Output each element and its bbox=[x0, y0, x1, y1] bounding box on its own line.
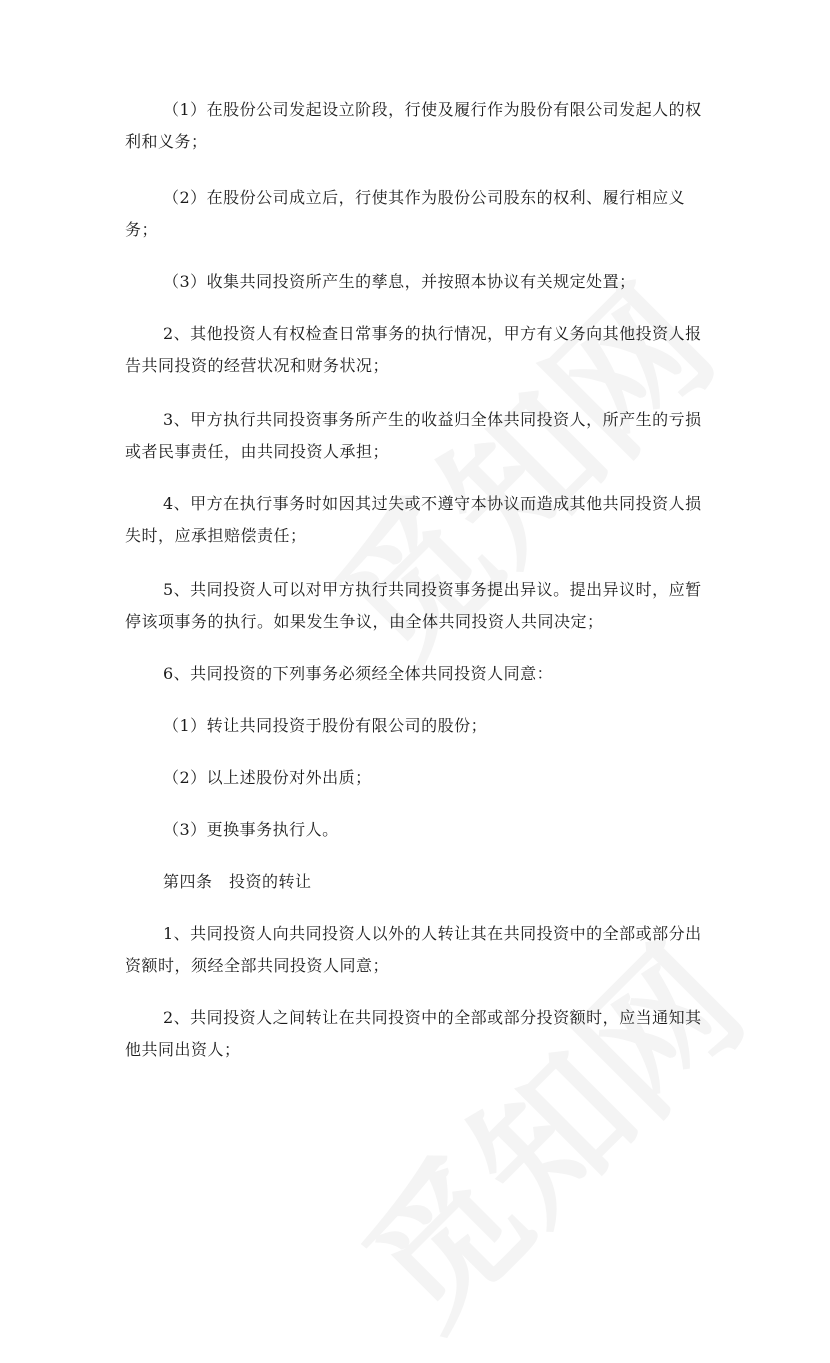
paragraph-clause-6-3: （3）更换事务执行人。 bbox=[163, 820, 339, 839]
paragraph-clause-6-2: （2）以上述股份对外出质； bbox=[163, 768, 372, 787]
paragraph-clause-1-1: （1）在股份公司发起设立阶段，行使及履行作为股份有限公司发起人的权利和义务； bbox=[125, 100, 702, 151]
paragraph-clause-1-2: （2）在股份公司成立后，行使其作为股份公司股东的权利、履行相应义务； bbox=[125, 188, 686, 239]
paragraph-clause-3: 3、甲方执行共同投资事务所产生的收益归全体共同投资人，所产生的亏损或者民事责任，由共同投资人承担； bbox=[125, 410, 702, 461]
paragraph-clause-4: 4、甲方在执行事务时如因其过失或不遵守本协议而造成其他共同投资人损失时，应承担赔偿责任； bbox=[125, 494, 702, 545]
paragraph-clause-1-3: （3）收集共同投资所产生的孳息，并按照本协议有关规定处置； bbox=[163, 272, 636, 291]
section-heading-article-4: 第四条 投资的转让 bbox=[163, 872, 312, 891]
paragraph-article-4-clause-2: 2、共同投资人之间转让在共同投资中的全部或部分投资额时，应当通知其他共同出资人； bbox=[125, 1008, 702, 1059]
paragraph-article-4-clause-1: 1、共同投资人向共同投资人以外的人转让其在共同投资中的全部或部分出资额时，须经全部共同投资人同意； bbox=[125, 924, 702, 975]
paragraph-clause-6-1: （1）转让共同投资于股份有限公司的股份； bbox=[163, 716, 488, 735]
paragraph-clause-6: 6、共同投资的下列事务必须经全体共同投资人同意： bbox=[163, 664, 554, 683]
paragraph-clause-2: 2、其他投资人有权检查日常事务的执行情况，甲方有义务向其他投资人报告共同投资的经营状况和财务状况； bbox=[125, 324, 702, 375]
paragraph-clause-5: 5、共同投资人可以对甲方执行共同投资事务提出异议。提出异议时，应暂停该项事务的执行。如果发生争议，由全体共同投资人共同决定； bbox=[125, 580, 702, 631]
